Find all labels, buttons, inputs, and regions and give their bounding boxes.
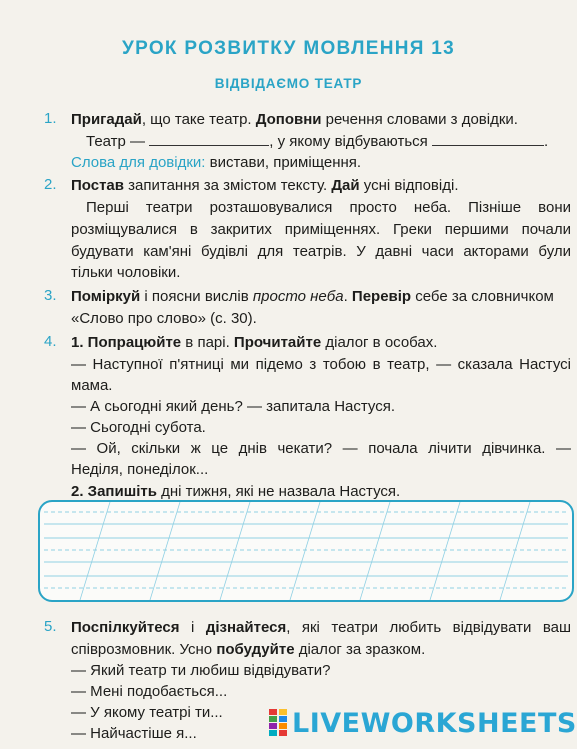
task5-text-c: співрозмовник. Усно: [71, 641, 217, 658]
task4-text-b: діалог в особах.: [321, 334, 438, 351]
task4-verb-read: Прочитайте: [233, 334, 322, 351]
task5-text-d: діалог за зразком.: [294, 641, 426, 658]
dialog-line-3: — Сьогодні субота.: [71, 419, 206, 436]
task2-text-line-2: розміщувалися в закритих приміщеннях. Греки першими почали: [71, 221, 571, 238]
task-number-5: 5.: [44, 618, 57, 635]
task2-instruction: [71, 176, 458, 196]
task1-blank-1[interactable]: [149, 133, 269, 146]
sample-dialog-line-4: — Найчастіше я...: [71, 725, 197, 742]
handwriting-guidelines: [40, 502, 572, 600]
task1-sentence-middle: , у якому відбуваються: [269, 133, 432, 150]
task1-text-b: речення словами з довідки.: [321, 111, 518, 128]
task-number-2: 2.: [44, 176, 57, 193]
task1-help-words: [71, 153, 361, 173]
task2-text-line-1: Перші театри розташовувалися просто неба. Пізніше вони: [86, 199, 571, 216]
task3-verb-think: Поміркуй: [71, 288, 141, 305]
task1-verb-complete: Доповни: [255, 111, 322, 128]
task1-sentence-start: Театр —: [86, 133, 150, 150]
task2-text-line-4: тільки чоловіки.: [71, 264, 181, 281]
task3-verb-check: Перевір: [351, 288, 412, 305]
task1-text-a: , що таке театр.: [141, 111, 256, 128]
task2-text-a: запитання за змістом тексту.: [124, 177, 332, 194]
task5-verb-build: побудуйте: [216, 641, 295, 658]
task3-instruction: [71, 287, 554, 307]
liveworksheets-text: LIVEWORKSHEETS: [292, 707, 577, 739]
dialog-line-1: — Наступної п'ятниці ми підемо з тобою в театр, — сказала Настусі: [71, 356, 571, 373]
sample-dialog-line-2: — Мені подобається...: [71, 683, 228, 700]
dialog-line-2: — А сьогодні який день? — запитала Настуся.: [71, 398, 396, 415]
dialog-line-4: — Ой, скільки ж це днів чекати? — почала лічити дівчинка. —: [71, 440, 571, 457]
task3-text-b: .: [343, 288, 352, 305]
task2-text-b: усні відповіді.: [359, 177, 459, 194]
task1-sentence: [86, 132, 548, 152]
liveworksheets-watermark: [268, 706, 577, 740]
task1-instruction: [71, 110, 518, 130]
sample-dialog-line-3: — У якому театрі ти...: [71, 704, 223, 721]
answer-writing-area[interactable]: [38, 500, 574, 602]
task4-verb-work: 1. Попрацюйте: [71, 334, 182, 351]
task-number-1: 1.: [44, 110, 57, 127]
task2-text-line-3: будувати кам'яні будівлі для театрів. У давні часи акторами були: [71, 243, 571, 260]
sample-dialog-line-1: — Який театр ти любиш відвідувати?: [71, 662, 331, 679]
lesson-title: УРОК РОЗВИТКУ МОВЛЕННЯ 13: [121, 38, 456, 59]
task4-instruction: [71, 333, 437, 353]
task5-verb-talk: Поспілкуйтеся: [71, 619, 180, 636]
task5-text-a: і: [179, 619, 206, 636]
task2-verb-ask: Постав: [71, 177, 124, 194]
help-words-list: вистави, приміщення.: [205, 154, 362, 171]
task4-verb-write: 2. Запишіть: [71, 483, 157, 500]
task5-verb-find: дізнайтеся: [205, 619, 287, 636]
task3-reference: «Слово про слово» (с. 30).: [71, 310, 257, 327]
task1-sentence-end: .: [543, 133, 549, 150]
dialog-line-1-cont: мама.: [71, 377, 113, 394]
task3-text-a: і поясни вислів: [140, 288, 253, 305]
task3-text-c: себе за словничком: [411, 288, 554, 305]
task5-instruction: [71, 618, 571, 638]
task5-instruction-cont: [71, 640, 425, 660]
task-number-4: 4.: [44, 333, 57, 350]
task4-text-a: в парі.: [181, 334, 234, 351]
task1-verb-recall: Пригадай: [71, 111, 142, 128]
help-words-label: Слова для довідки:: [71, 154, 206, 171]
task1-blank-2[interactable]: [432, 133, 544, 146]
task-number-3: 3.: [44, 287, 57, 304]
task3-phrase: просто неба: [252, 288, 344, 305]
task2-verb-give: Дай: [331, 177, 360, 194]
lesson-subtitle: ВІДВІДАЄМО ТЕАТР: [214, 76, 363, 91]
dialog-line-4-cont: Неділя, понеділок...: [71, 461, 209, 478]
liveworksheets-logo-icon: [268, 708, 288, 738]
task4-text-c: дні тижня, які не назвала Настуся.: [156, 483, 401, 500]
task4-write-instruction: [71, 482, 400, 502]
task5-text-b: , які театри любить відвідувати ваш: [286, 619, 571, 636]
